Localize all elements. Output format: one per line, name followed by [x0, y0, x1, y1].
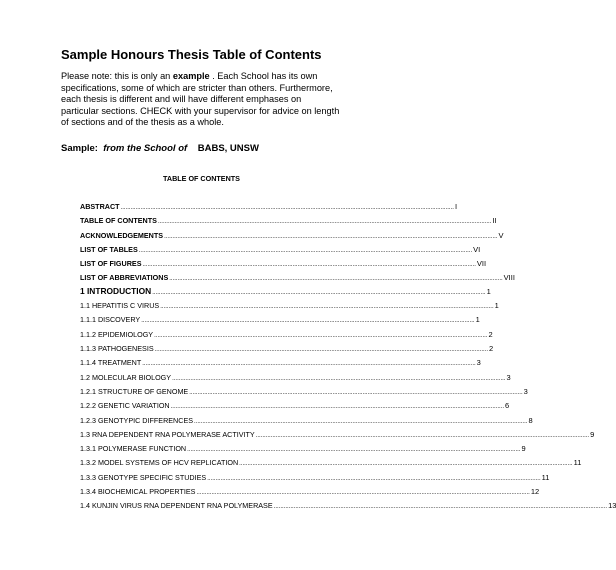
toc-entry-label: LIST OF FIGURES — [80, 259, 142, 268]
dot-leader: ........................................................................................................................................................................................................ — [196, 490, 530, 496]
sample-from: from the School of — [103, 143, 188, 154]
dot-leader: ........................................................................................................................................................................................................ — [142, 361, 476, 367]
toc-entry — [80, 358, 481, 369]
dot-leader: ........................................................................................................................................................................................................ — [157, 219, 492, 225]
toc-entry-label: 1.1.3 PATHOGENESIS — [80, 344, 154, 353]
dot-leader: ........................................................................................................................................................................................................ — [138, 248, 473, 254]
dot-leader: ........................................................................................................................................................................................................ — [207, 476, 541, 482]
toc-entry-label: 1.1.1 DISCOVERY — [80, 315, 141, 324]
note-text-after: . Each School has its own specifications, some of which are stricter than others. Furthermore, each thesis is different and will have different emphases on particular sections. CHECK with your supervisor for advice on length of sections and of the thesis as a whole. — [61, 71, 340, 127]
toc-entry-label: 1.2.3 GENOTYPIC DIFFERENCES — [80, 416, 194, 425]
toc-entry-page: 2 — [488, 330, 493, 339]
toc-entry-label: 1.1 HEPATITIS C VIRUS — [80, 301, 160, 310]
dot-leader: ........................................................................................................................................................................................................ — [154, 347, 489, 353]
toc-entry — [80, 315, 480, 326]
intro-note — [61, 71, 341, 129]
toc-entry-page: 8 — [528, 416, 533, 425]
dot-leader: ........................................................................................................................................................................................................ — [187, 447, 521, 453]
toc-entry — [80, 373, 511, 384]
toc-entry-page: 3 — [476, 358, 481, 367]
toc-entry-page: 9 — [521, 444, 526, 453]
toc-entry-page: 1 — [475, 315, 480, 324]
toc-entry-label: LIST OF ABBREVIATIONS — [80, 273, 169, 282]
toc-entry-page: II — [492, 216, 497, 225]
toc-entry — [80, 245, 481, 256]
page-title: Sample Honours Thesis Table of Contents — [61, 47, 322, 62]
dot-leader: ........................................................................................................................................................................................................ — [120, 205, 454, 211]
toc-entry-page: 3 — [506, 373, 511, 382]
dot-leader: ........................................................................................................................................................................................................ — [160, 304, 494, 310]
toc-entry-page: 2 — [489, 344, 494, 353]
dot-leader: ........................................................................................................................................................................................................ — [273, 504, 608, 510]
toc-entry-label: ACKNOWLEDGEMENTS — [80, 231, 164, 240]
toc-entry-page: 6 — [505, 401, 510, 410]
toc-entry — [80, 231, 504, 242]
toc-entry-page: VI — [473, 245, 481, 254]
toc-entry — [80, 344, 494, 355]
toc-entry — [80, 273, 515, 284]
toc-entry-label: 1.3.1 POLYMERASE FUNCTION — [80, 444, 187, 453]
dot-leader: ........................................................................................................................................................................................................ — [239, 461, 573, 467]
toc-entry-page: 12 — [530, 487, 540, 496]
toc-entry — [80, 330, 493, 341]
toc-entry-label: 1.4 KUNJIN VIRUS RNA DEPENDENT RNA POLYMERASE — [80, 501, 273, 510]
toc-entry-label: ABSTRACT — [80, 202, 120, 211]
toc-entry-page: 3 — [523, 387, 528, 396]
dot-leader: ........................................................................................................................................................................................................ — [255, 433, 590, 439]
toc-entry — [80, 473, 550, 484]
toc-entry-label: 1.3.2 MODEL SYSTEMS OF HCV REPLICATION — [80, 458, 239, 467]
dot-leader: ........................................................................................................................................................................................................ — [141, 318, 475, 324]
toc-entry-label: 1.2.1 STRUCTURE OF GENOME — [80, 387, 189, 396]
toc-entry — [80, 487, 540, 498]
toc-entry-page: 11 — [541, 473, 550, 482]
toc-entry — [80, 458, 582, 469]
dot-leader: ........................................................................................................................................................................................................ — [152, 290, 486, 296]
toc-entry-label: 1.2.2 GENETIC VARIATION — [80, 401, 170, 410]
toc-entry-page: 1 — [494, 301, 499, 310]
toc-heading: TABLE OF CONTENTS — [163, 174, 240, 183]
toc-entry-label: 1.1.4 TREATMENT — [80, 358, 142, 367]
toc-entry — [80, 301, 499, 312]
toc-entry — [80, 501, 616, 512]
toc-entry-page: 9 — [590, 430, 595, 439]
toc-entry — [80, 401, 510, 412]
toc-entry-page: VIII — [503, 273, 515, 282]
toc-entry — [80, 430, 595, 441]
toc-entry — [80, 444, 526, 455]
sample-line — [61, 143, 259, 154]
dot-leader: ........................................................................................................................................................................................................ — [154, 333, 488, 339]
dot-leader: ........................................................................................................................................................................................................ — [164, 234, 498, 240]
toc-entry-label: LIST OF TABLES — [80, 245, 138, 254]
toc-entry-label: 1.3 RNA DEPENDENT RNA POLYMERASE ACTIVITY — [80, 430, 255, 439]
dot-leader: ........................................................................................................................................................................................................ — [172, 376, 506, 382]
note-text-before: Please note: this is only an — [61, 71, 173, 81]
toc-entry-label: 1 INTRODUCTION — [80, 286, 152, 296]
toc-entry-page: VII — [476, 259, 487, 268]
toc-entry — [80, 387, 528, 398]
toc-entry-label: 1.3.4 BIOCHEMICAL PROPERTIES — [80, 487, 196, 496]
toc-entry-label: 1.3.3 GENOTYPE SPECIFIC STUDIES — [80, 473, 207, 482]
toc-entry-page: V — [498, 231, 504, 240]
toc-entry-page: 11 — [573, 458, 582, 467]
dot-leader: ........................................................................................................................................................................................................ — [142, 262, 476, 268]
toc-entry — [80, 202, 458, 213]
dot-leader: ........................................................................................................................................................................................................ — [170, 404, 505, 410]
dot-leader: ........................................................................................................................................................................................................ — [169, 276, 503, 282]
toc-entry — [80, 416, 533, 427]
toc-entry-label: TABLE OF CONTENTS — [80, 216, 157, 225]
toc-entry-page: 1 — [486, 287, 491, 296]
toc-entry-label: 1.1.2 EPIDEMIOLOGY — [80, 330, 154, 339]
dot-leader: ........................................................................................................................................................................................................ — [194, 419, 528, 425]
toc-entry-label: 1.2 MOLECULAR BIOLOGY — [80, 373, 172, 382]
toc-entry — [80, 259, 487, 270]
note-emphasis: example — [172, 71, 210, 81]
toc-entry-page: 13 — [608, 501, 616, 510]
toc-entry — [80, 216, 497, 227]
toc-entry — [80, 286, 491, 298]
toc-entry-page: I — [454, 202, 458, 211]
sample-school: BABS, UNSW — [197, 143, 259, 154]
sample-label: Sample: — [61, 143, 98, 154]
dot-leader: ........................................................................................................................................................................................................ — [189, 390, 523, 396]
